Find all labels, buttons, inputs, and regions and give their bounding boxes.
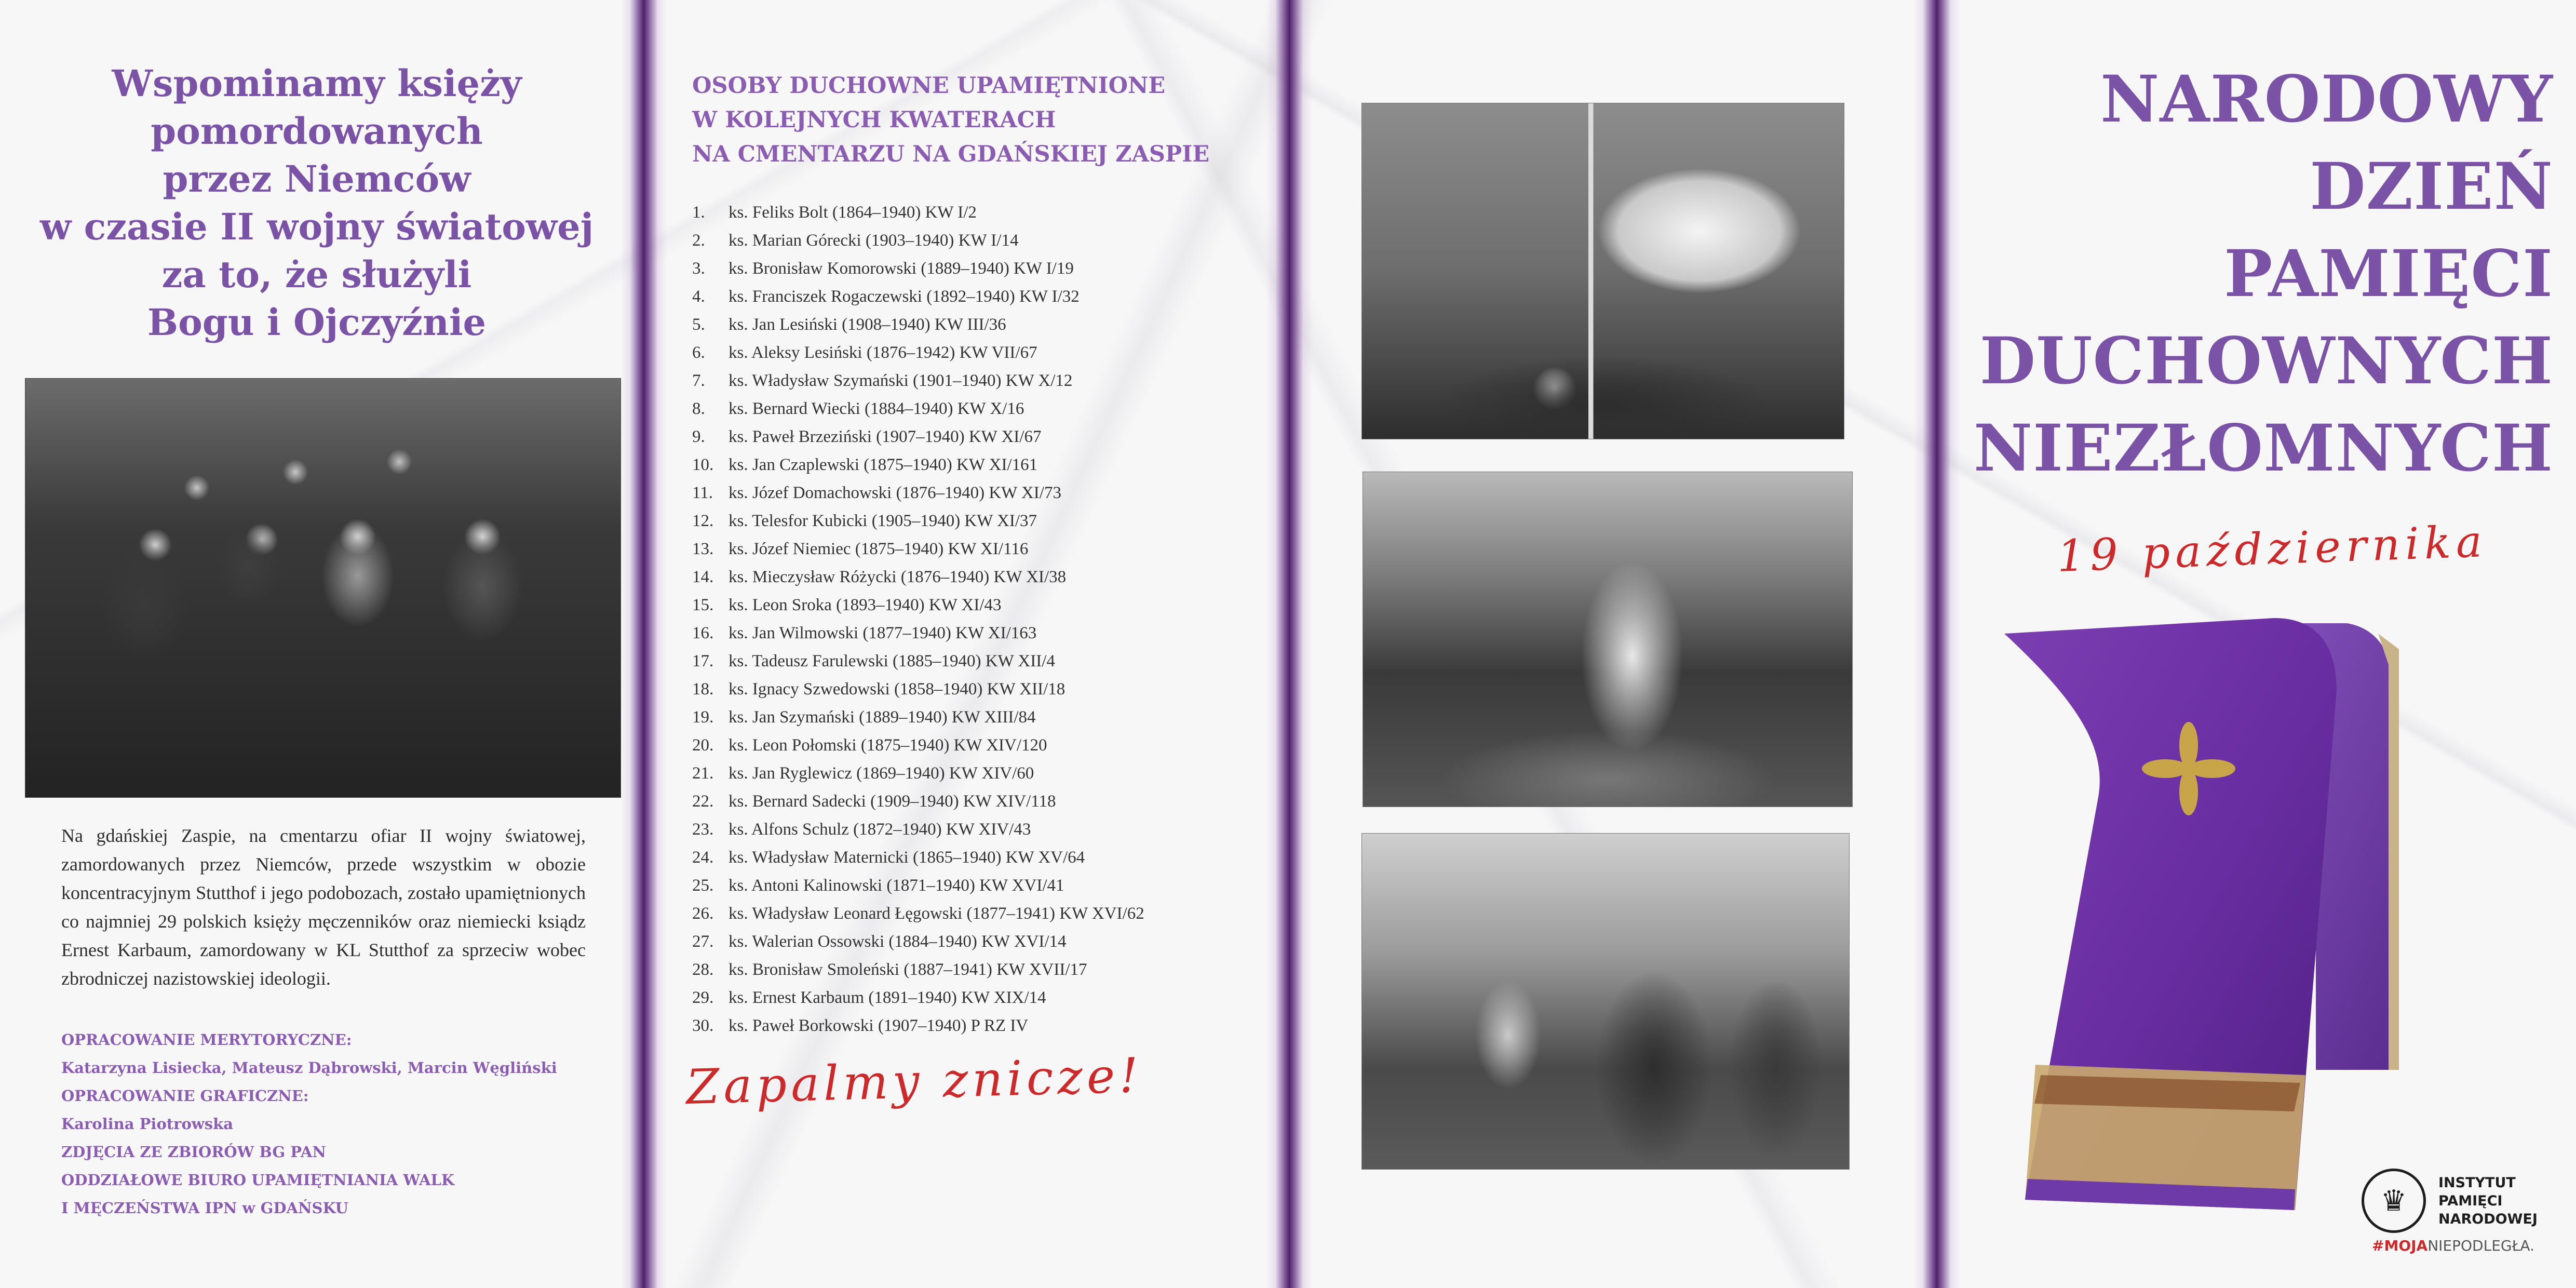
priest-list-number: 15. bbox=[692, 595, 714, 614]
priest-list-number: 3. bbox=[692, 259, 705, 278]
panel1-title-line: za to, że służyli bbox=[161, 253, 472, 296]
priest-list-text: ks. Władysław Szymański (1901–1940) KW X/12 bbox=[729, 371, 1073, 390]
credits-office-line1: ODDZIAŁOWE BIURO UPAMIĘTNIANIA WALK bbox=[61, 1171, 455, 1189]
main-title-line: DZIEŃ bbox=[2310, 149, 2553, 224]
priest-list-text: ks. Leon Sroka (1893–1940) KW XI/43 bbox=[729, 595, 1002, 614]
priest-list-text: ks. Józef Niemiec (1875–1940) KW XI/116 bbox=[729, 539, 1029, 558]
ipn-logo-line: INSTYTUT bbox=[2438, 1175, 2516, 1191]
closing-script-text: Zapalmy znicze! bbox=[685, 1047, 1143, 1115]
priest-list-item bbox=[692, 675, 1263, 703]
priest-list-text: ks. Jan Czaplewski (1875–1940) KW XI/161 bbox=[729, 455, 1038, 474]
ipn-logo bbox=[2362, 1169, 2548, 1262]
panel1-title bbox=[31, 60, 602, 346]
ipn-logo-text bbox=[2438, 1174, 2538, 1228]
priest-list-text: ks. Franciszek Rogaczewski (1892–1940) KW I/32 bbox=[729, 287, 1080, 306]
moja-niepodlegla-tagline bbox=[2372, 1237, 2534, 1254]
priest-list-item bbox=[692, 283, 1263, 311]
priest-list-text: ks. Jan Lesiński (1908–1940) KW III/36 bbox=[729, 315, 1006, 334]
panel1-title-line: Bogu i Ojczyźnie bbox=[147, 301, 487, 344]
priest-list-item bbox=[692, 423, 1263, 451]
credits-photos-label: ZDJĘCIA ZE ZBIORÓW BG PAN bbox=[61, 1143, 326, 1161]
priest-list-number: 7. bbox=[692, 371, 705, 390]
priest-list-text: ks. Mieczysław Różycki (1876–1940) KW XI/38 bbox=[729, 567, 1067, 586]
date-script-text: 19 października bbox=[2056, 516, 2488, 582]
funeral-photo bbox=[1363, 472, 1853, 807]
panel1-title-line: Wspominamy księży bbox=[112, 62, 522, 105]
priest-list-number: 12. bbox=[692, 511, 714, 530]
credits-graphic-names: Karolina Piotrowska bbox=[61, 1115, 233, 1133]
priests-group-photo bbox=[25, 378, 621, 798]
priest-list-text: ks. Marian Górecki (1903–1940) KW I/14 bbox=[729, 231, 1019, 250]
priest-list-number: 5. bbox=[692, 315, 705, 334]
priest-list-item bbox=[692, 367, 1263, 395]
priest-list-item bbox=[692, 984, 1263, 1012]
tagline-hash: # bbox=[2372, 1237, 2384, 1254]
priest-list-number: 28. bbox=[692, 960, 714, 979]
priest-list-text: ks. Bronisław Komorowski (1889–1940) KW I/19 bbox=[729, 259, 1074, 278]
credits-merit-names: Katarzyna Lisiecka, Mateusz Dąbrowski, Marcin Węgliński bbox=[61, 1059, 557, 1077]
priest-list-number: 17. bbox=[692, 651, 714, 670]
priest-list-item bbox=[692, 311, 1263, 339]
priest-list-item bbox=[692, 507, 1263, 535]
priest-list-text: ks. Jan Wilmowski (1877–1940) KW XI/163 bbox=[729, 623, 1037, 642]
priest-list-number: 24. bbox=[692, 848, 714, 867]
priest-list-item bbox=[692, 619, 1263, 647]
main-title-line: NARODOWY bbox=[2100, 62, 2553, 137]
ipn-logo-line: PAMIĘCI bbox=[2438, 1193, 2503, 1209]
commemoration-photo bbox=[1361, 833, 1850, 1170]
priest-list-item bbox=[692, 759, 1263, 787]
priest-list-number: 26. bbox=[692, 904, 714, 923]
credits-block bbox=[61, 1026, 632, 1222]
priest-list-number: 8. bbox=[692, 399, 705, 418]
priest-list-item bbox=[692, 1012, 1263, 1040]
priest-list-item bbox=[692, 254, 1263, 283]
priest-list-number: 16. bbox=[692, 623, 714, 642]
priest-list-item bbox=[692, 787, 1263, 815]
tagline-rest: NIEPODLEGŁA. bbox=[2427, 1237, 2534, 1254]
priest-list-item bbox=[692, 647, 1263, 675]
credits-graphic-label: OPRACOWANIE GRAFICZNE: bbox=[61, 1087, 309, 1105]
priest-list-text: ks. Bernard Wiecki (1884–1940) KW X/16 bbox=[729, 399, 1024, 418]
priest-list-text: ks. Józef Domachowski (1876–1940) KW XI/73 bbox=[729, 483, 1061, 502]
priest-list-text: ks. Paweł Brzeziński (1907–1940) KW XI/67 bbox=[729, 427, 1042, 446]
list-heading-line: NA CMENTARZU NA GDAŃSKIEJ ZASPIE bbox=[692, 141, 1210, 167]
priest-list-number: 9. bbox=[692, 427, 705, 446]
priest-list-number: 29. bbox=[692, 988, 714, 1007]
priest-list-item bbox=[692, 843, 1263, 871]
ipn-logo-line: NARODOWEJ bbox=[2438, 1211, 2538, 1227]
priest-list-number: 6. bbox=[692, 343, 705, 362]
priest-list-number: 22. bbox=[692, 791, 714, 811]
priest-list-text: ks. Alfons Schulz (1872–1940) KW XIV/43 bbox=[729, 820, 1031, 839]
priest-list-item bbox=[692, 900, 1263, 928]
panel1-title-line: w czasie II wojny światowej bbox=[39, 205, 594, 248]
priest-list-item bbox=[692, 871, 1263, 900]
main-title bbox=[1904, 56, 2553, 492]
main-title-line: NIEZŁOMNYCH bbox=[1973, 411, 2553, 486]
priest-list-text: ks. Tadeusz Farulewski (1885–1940) KW XII/4 bbox=[729, 651, 1055, 670]
priest-list-item bbox=[692, 479, 1263, 507]
priest-list-item bbox=[692, 563, 1263, 591]
priest-list-number: 10. bbox=[692, 455, 714, 474]
list-heading-line: OSOBY DUCHOWNE UPAMIĘTNIONE bbox=[692, 73, 1166, 99]
priest-list-number: 18. bbox=[692, 679, 714, 699]
priest-list-text: ks. Walerian Ossowski (1884–1940) KW XVI/14 bbox=[729, 932, 1067, 951]
church-mass-photo bbox=[1361, 103, 1844, 439]
panel-divider-2 bbox=[1266, 0, 1313, 1288]
priest-list-number: 30. bbox=[692, 1016, 714, 1035]
priest-list-item bbox=[692, 956, 1263, 984]
main-title-line: PAMIĘCI bbox=[2224, 236, 2553, 312]
priest-list-item bbox=[692, 339, 1263, 367]
priest-list-number: 2. bbox=[692, 231, 705, 250]
main-title-line: DUCHOWNYCH bbox=[1979, 324, 2553, 399]
panel1-title-line: pomordowanych bbox=[151, 110, 483, 153]
priest-list-number: 19. bbox=[692, 707, 714, 727]
priests-list bbox=[692, 198, 1263, 1040]
priest-list-number: 4. bbox=[692, 287, 705, 306]
priest-list-item bbox=[692, 815, 1263, 843]
ipn-eagle-emblem: ♛ bbox=[2362, 1169, 2426, 1233]
priest-list-text: ks. Jan Szymański (1889–1940) KW XIII/84 bbox=[729, 707, 1036, 727]
priest-list-text: ks. Ignacy Szwedowski (1858–1940) KW XII/18 bbox=[729, 679, 1066, 699]
priest-list-text: ks. Aleksy Lesiński (1876–1942) KW VII/67 bbox=[729, 343, 1037, 362]
priest-list-item bbox=[692, 226, 1263, 254]
credits-office-line2: I MĘCZEŃSTWA IPN w GDAŃSKU bbox=[61, 1199, 348, 1217]
priest-list-number: 25. bbox=[692, 876, 714, 895]
priest-list-item bbox=[692, 535, 1263, 563]
priest-list-number: 27. bbox=[692, 932, 714, 951]
priest-list-text: ks. Bernard Sadecki (1909–1940) KW XIV/118 bbox=[729, 791, 1056, 811]
priest-list-number: 1. bbox=[692, 203, 705, 222]
priest-list-number: 14. bbox=[692, 567, 714, 586]
priest-list-item bbox=[692, 928, 1263, 956]
priest-list-number: 21. bbox=[692, 763, 714, 783]
priest-list-text: ks. Paweł Borkowski (1907–1940) P RZ IV bbox=[729, 1016, 1029, 1035]
priest-list-text: ks. Jan Ryglewicz (1869–1940) KW XIV/60 bbox=[729, 763, 1034, 783]
priest-list-text: ks. Telesfor Kubicki (1905–1940) KW XI/37 bbox=[729, 511, 1037, 530]
priest-list-text: ks. Władysław Maternicki (1865–1940) KW XV/64 bbox=[729, 848, 1085, 867]
priest-list-item bbox=[692, 591, 1263, 619]
priest-list-item bbox=[692, 395, 1263, 423]
priest-list-number: 11. bbox=[692, 483, 713, 502]
priest-list-number: 20. bbox=[692, 735, 714, 755]
list-heading bbox=[692, 69, 1263, 171]
panel1-body-text: Na gdańskiej Zaspie, na cmentarzu ofiar II wojny światowej, zamordowanych przez Niemców, przede wszystkim w obozie koncentracyjnym Stutthof i jego podobozach, zostało upamiętnionych co najmniej 29 polskich księży męczenników oraz niemiecki ksiądz Ernest Karbaum, zamordowany w KL Stutthof za sprzeciw wobec zbrodniczej nazistowskiej ideologii. bbox=[61, 825, 586, 989]
list-heading-line: W KOLEJNYCH KWATERACH bbox=[692, 107, 1056, 133]
priest-list-text: ks. Bronisław Smoleński (1887–1941) KW XVII/17 bbox=[729, 960, 1087, 979]
priest-list-text: ks. Ernest Karbaum (1891–1940) KW XIX/14 bbox=[729, 988, 1046, 1007]
priest-list-text: ks. Władysław Leonard Łęgowski (1877–1941) KW XVI/62 bbox=[729, 904, 1144, 923]
panel-left bbox=[0, 0, 621, 1288]
priest-list-item bbox=[692, 731, 1263, 759]
priest-list-item bbox=[692, 703, 1263, 731]
priest-list-text: ks. Leon Połomski (1875–1940) KW XIV/120 bbox=[729, 735, 1047, 755]
priest-list-text: ks. Feliks Bolt (1864–1940) KW I/2 bbox=[729, 203, 977, 222]
tagline-moja: MOJA bbox=[2384, 1237, 2428, 1254]
priest-list-item bbox=[692, 198, 1263, 226]
priest-list-number: 23. bbox=[692, 820, 714, 839]
priest-list-item bbox=[692, 451, 1263, 479]
priest-list-text: ks. Antoni Kalinowski (1871–1940) KW XVI/41 bbox=[729, 876, 1064, 895]
priest-list-number: 13. bbox=[692, 539, 714, 558]
panel1-title-line: przez Niemców bbox=[163, 157, 471, 200]
purple-stole-image bbox=[1984, 613, 2409, 1246]
credits-merit-label: OPRACOWANIE MERYTORYCZNE: bbox=[61, 1031, 352, 1049]
